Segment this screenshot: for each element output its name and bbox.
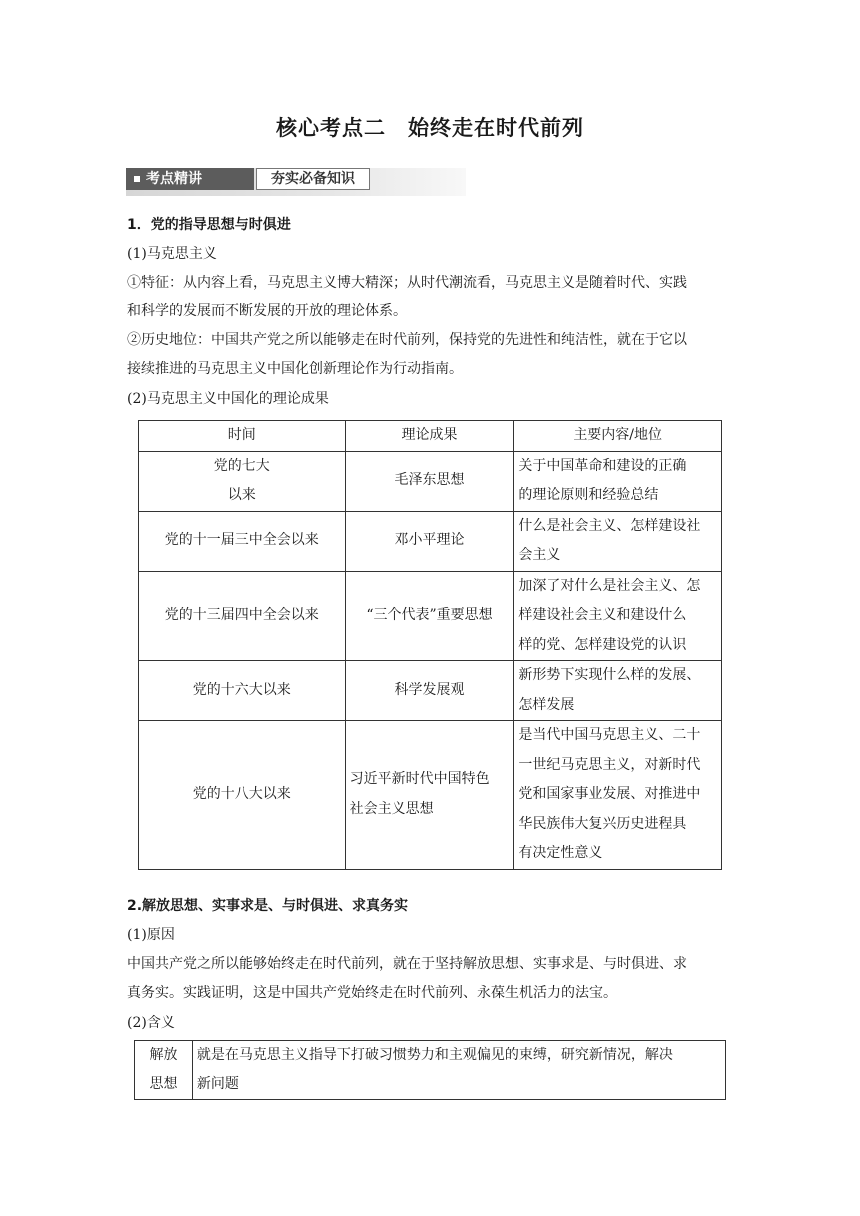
cell-line: 会主义 (518, 547, 561, 563)
table-header-row (139, 421, 722, 452)
banner-tag: 考点精讲 (126, 168, 254, 190)
cell-line: 党的十一届三中全会以来 (164, 532, 319, 549)
cell-result (345, 661, 514, 721)
section-banner (126, 168, 466, 196)
banner-subtitle: 夯实必备知识 (256, 168, 370, 190)
cell-time (139, 661, 346, 721)
cell-result (345, 511, 514, 571)
cell-content (514, 511, 722, 571)
table-row (139, 511, 722, 571)
cell-content (514, 661, 722, 721)
section1-p2-line2: 接续推进的马克思主义中国化创新理论作为行动指南。 (127, 361, 463, 377)
cell-line: 怎样发展 (518, 696, 575, 713)
cell-line: 科学发展观 (394, 681, 465, 698)
table-row (135, 1041, 726, 1100)
header-result: 理论成果 (345, 421, 514, 452)
section2-sub2: (2)含义 (127, 1015, 175, 1031)
meaning-table (134, 1040, 726, 1100)
cell-line: 的理论原则和经验总结 (518, 487, 659, 503)
cell-time (139, 511, 346, 571)
theory-results-table (138, 420, 722, 870)
page-title: 核心考点二 始终走在时代前列 (276, 116, 584, 140)
section2-sub1: (1)原因 (127, 927, 175, 943)
header-content: 主要内容/地位 (514, 421, 722, 452)
cell-time (139, 571, 346, 661)
cell-line: 党的十八大以来 (192, 786, 291, 802)
header-time: 时间 (139, 421, 346, 452)
section1-p2-line1: ②历史地位：中国共产党之所以能够走在时代前列，保持党的先进性和纯洁性，就在于它以 (127, 332, 687, 348)
cell-line: 一世纪马克思主义，对新时代 (518, 756, 701, 773)
section2-heading: 2.解放思想、实事求是、与时俱进、求真务实 (127, 898, 409, 914)
cell-content (192, 1041, 725, 1100)
cell-line: 党的十三届四中全会以来 (164, 607, 319, 623)
cell-line: 毛泽东思想 (394, 472, 465, 489)
table-row (139, 451, 722, 511)
cell-line: 关于中国革命和建设的正确 (518, 457, 687, 474)
cell-time (139, 451, 346, 511)
cell-result (345, 451, 514, 511)
section1-p1-line2: 和科学的发展而不断发展的开放的理论体系。 (127, 303, 407, 319)
cell-line: 样的党、怎样建设党的认识 (518, 636, 687, 653)
cell-result (345, 721, 514, 870)
cell-line: 加深了对什么是社会主义、怎 (518, 577, 701, 594)
cell-line: 邓小平理论 (394, 532, 465, 549)
section2-p1-line1: 中国共产党之所以能够始终走在时代前列，就在于坚持解放思想、实事求是、与时俱进、求 (127, 956, 687, 972)
cell-result (345, 571, 514, 661)
cell-line: 社会主义思想 (349, 800, 434, 817)
table-row (139, 571, 722, 661)
cell-line: 是当代中国马克思主义、二十 (518, 727, 701, 743)
cell-line: “三个代表”重要思想 (366, 607, 493, 623)
cell-line: 华民族伟大复兴历史进程具 (518, 815, 687, 832)
cell-content (514, 721, 722, 870)
section2-p1-line2: 真务实。实践证明，这是中国共产党始终走在时代前列、永葆生机活力的法宝。 (127, 985, 617, 1001)
cell-line: 有决定性意义 (518, 845, 603, 861)
section1-heading: 1．党的指导思想与时俱进 (127, 217, 291, 233)
section1-p1-line1: ①特征：从内容上看，马克思主义博大精深；从时代潮流看，马克思主义是随着时代、实践 (127, 275, 687, 291)
cell-line: 就是在马克思主义指导下打破习惯势力和主观偏见的束缚，研究新情况，解决 (196, 1047, 673, 1063)
cell-label (135, 1041, 193, 1100)
cell-line: 习近平新时代中国特色 (349, 771, 490, 788)
cell-content (514, 451, 722, 511)
cell-line: 思想 (149, 1076, 178, 1092)
cell-line: 样建设社会主义和建设什么 (518, 607, 687, 623)
cell-line: 党的十六大以来 (192, 681, 291, 698)
section1-sub1: (1)马克思主义 (127, 246, 217, 262)
cell-line: 什么是社会主义、怎样建设社 (518, 517, 701, 534)
cell-content (514, 571, 722, 661)
cell-line: 新形势下实现什么样的发展、 (518, 667, 701, 683)
table-row (139, 661, 722, 721)
cell-line: 党的七大 (213, 457, 270, 474)
section1-sub2: (2)马克思主义中国化的理论成果 (127, 391, 329, 407)
cell-time (139, 721, 346, 870)
table-row (139, 721, 722, 870)
cell-line: 解放 (149, 1047, 178, 1063)
cell-line: 以来 (227, 487, 256, 503)
cell-line: 党和国家事业发展、对推进中 (518, 786, 701, 802)
cell-line: 新问题 (196, 1076, 239, 1092)
